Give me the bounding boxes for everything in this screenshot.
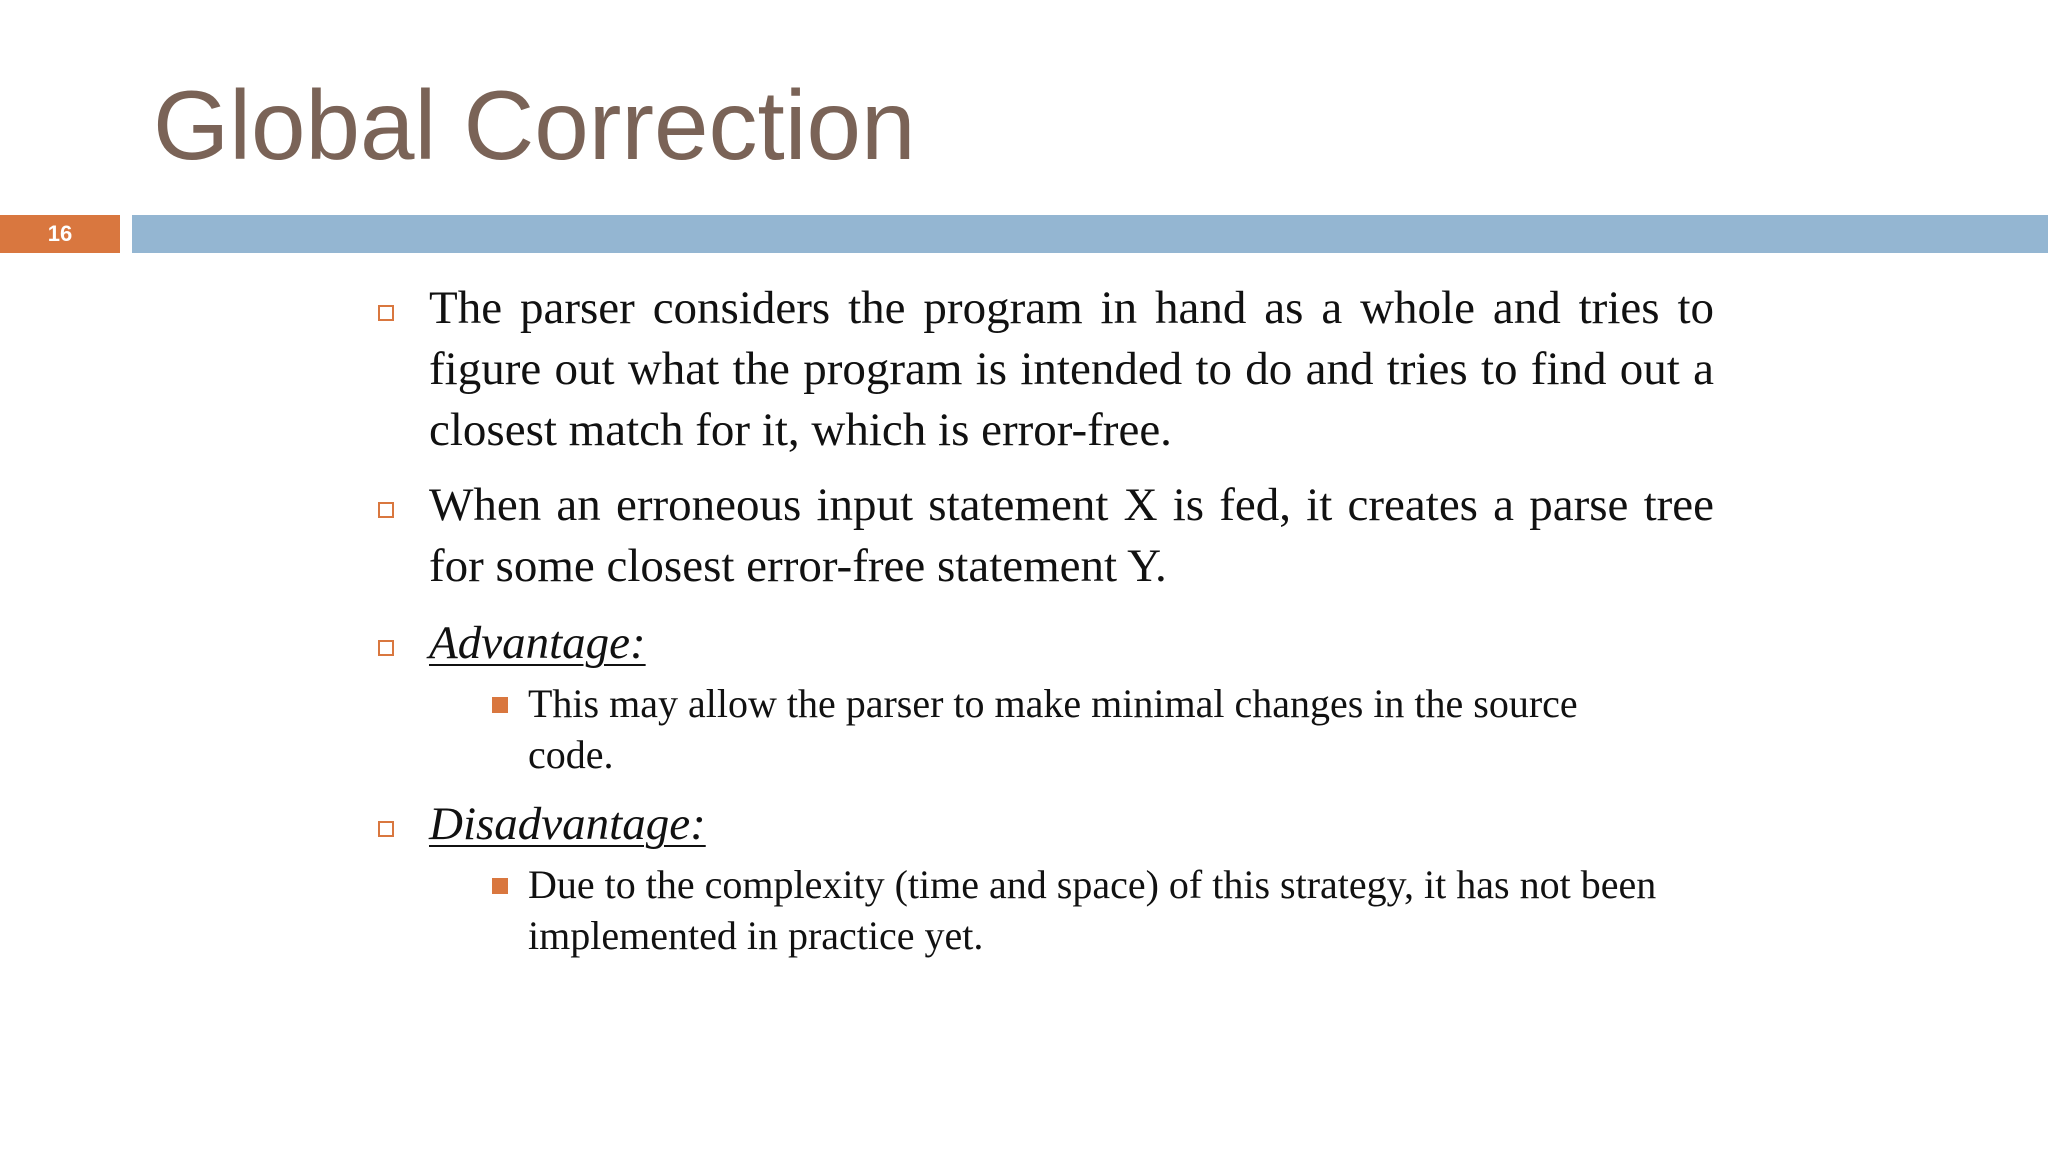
sub-bullet-text: This may allow the parser to make minimal changes in the source code. [528, 681, 1578, 777]
sub-bullet-item [528, 678, 1668, 780]
slide-title: Global Correction [153, 70, 916, 180]
sub-bullet-text: Due to the complexity (time and space) of this strategy, it has not been implemented in practice yet. [528, 862, 1657, 958]
slide-number-badge: 16 [0, 215, 120, 253]
bullet-item-advantage [378, 613, 1714, 674]
bullet-text: When an erroneous input statement X is fed, it creates a parse tree for some closest error-free statement Y. [429, 479, 1714, 592]
bullet-item [378, 278, 1714, 461]
slide-content [378, 278, 1714, 975]
sub-bullet-item [528, 859, 1668, 961]
advantage-heading: Advantage: [429, 617, 646, 669]
bullet-item [378, 475, 1714, 597]
title-divider-bar [132, 215, 2048, 253]
filled-square-bullet-icon [492, 878, 508, 894]
bullet-text: The parser considers the program in hand as a whole and tries to figure out what the program is intended to do and tries to find out a closest match for it, which is error-free. [429, 282, 1714, 456]
hollow-square-bullet-icon [378, 305, 394, 321]
bullet-item-disadvantage [378, 794, 1714, 855]
filled-square-bullet-icon [492, 697, 508, 713]
hollow-square-bullet-icon [378, 821, 394, 837]
hollow-square-bullet-icon [378, 502, 394, 518]
hollow-square-bullet-icon [378, 640, 394, 656]
disadvantage-heading: Disadvantage: [429, 798, 706, 850]
